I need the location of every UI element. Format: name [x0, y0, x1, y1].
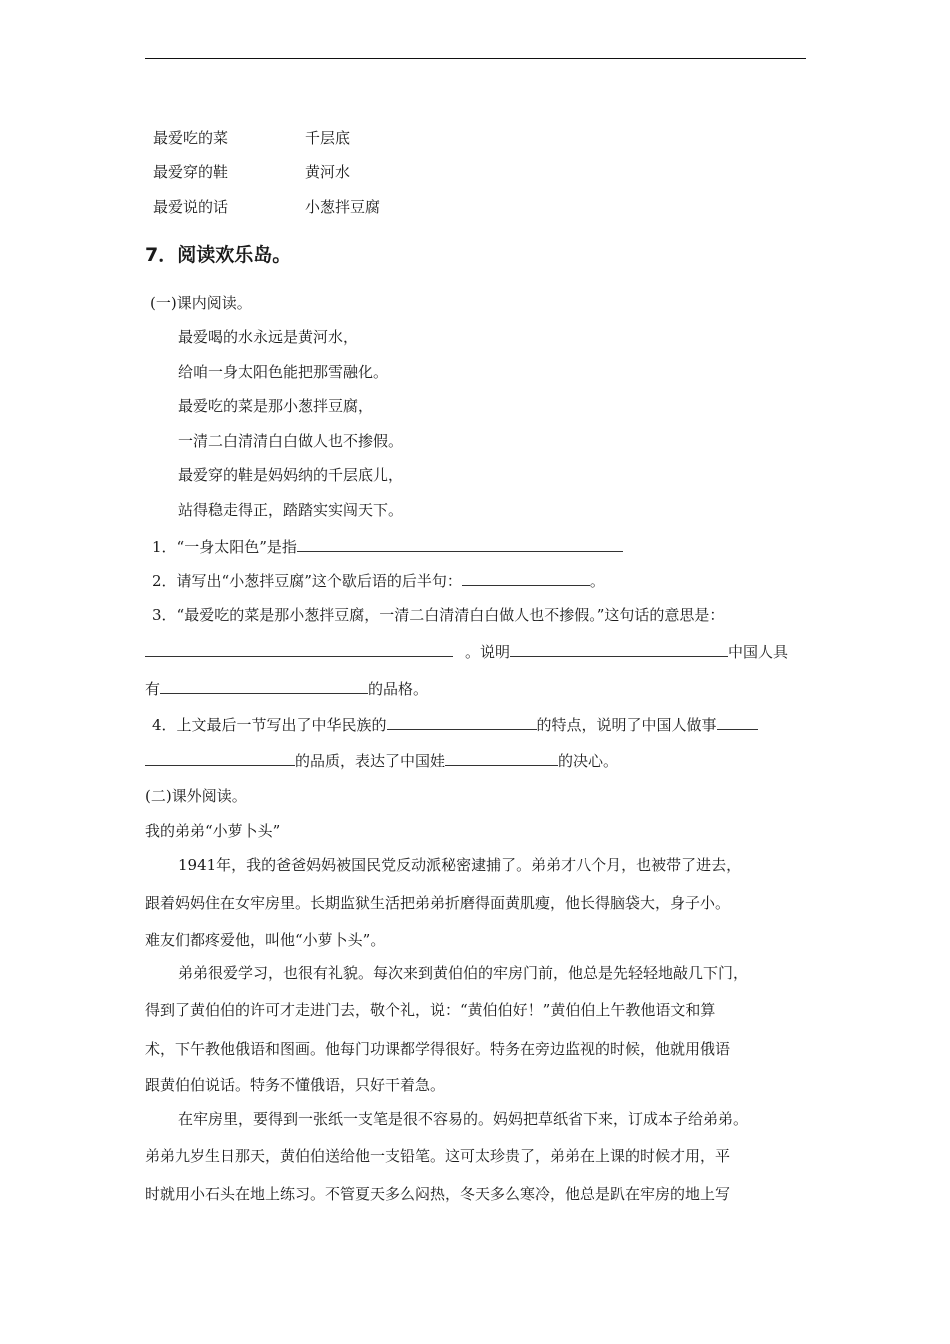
match-right-3: 小葱拌豆腐	[305, 198, 381, 216]
story-line-9: 弟弟九岁生日那天，黄伯伯送给他一支铅笔。这可太珍贵了，弟弟在上课的时候才用，平	[145, 1147, 731, 1165]
sub-question-3-line-3	[145, 678, 428, 699]
story-line-1: 1941年，我的爸爸妈妈被国民党反动派秘密逮捕了。弟弟才八个月，也被带了进去，	[178, 856, 742, 874]
poem-line-2: 给咱一身太阳色能把那雪融化。	[178, 363, 389, 381]
match-left-2: 最爱穿的鞋	[153, 163, 229, 181]
sub-question-3-quality: 的品格。	[368, 680, 429, 698]
sub-question-4-text-b: 的特点，说明了中国人做事	[536, 716, 717, 734]
sub-question-4-text-d: 的决心。	[558, 752, 619, 770]
sub-question-4-text-a: 4．上文最后一节写出了中华民族的	[152, 716, 387, 734]
poem-line-4: 一清二白清清白白做人也不掺假。	[178, 432, 404, 450]
sub-question-3-explain: 。说明	[465, 643, 511, 661]
answer-blank[interactable]	[145, 641, 453, 657]
sub-question-3-line-2	[145, 641, 788, 662]
answer-blank[interactable]	[297, 536, 623, 552]
answer-blank[interactable]	[145, 750, 295, 766]
header-rule	[145, 58, 806, 59]
story-title: 我的弟弟“小萝卜头”	[145, 822, 281, 840]
poem-line-6: 站得稳走得正，踏踏实实闯天下。	[178, 501, 404, 519]
match-left-1: 最爱吃的菜	[153, 129, 229, 147]
sub-question-2	[152, 570, 605, 591]
story-line-3: 难友们都疼爱他，叫他“小萝卜头”。	[145, 931, 386, 949]
sub-question-4-text-c: 的品质，表达了中国娃	[295, 752, 446, 770]
match-right-1: 千层底	[305, 129, 351, 147]
story-line-5: 得到了黄伯伯的许可才走进门去，敬个礼，说：“黄伯伯好！”黄伯伯上午教他语文和算	[145, 1001, 716, 1019]
sub-question-1-text: 1．“一身太阳色”是指	[152, 538, 297, 556]
story-line-4: 弟弟很爱学习，也很有礼貌。每次来到黄伯伯的牢房门前，他总是先轻轻地敲几下门，	[178, 964, 749, 982]
story-line-8: 在牢房里，要得到一张纸一支笔是很不容易的。妈妈把草纸省下来，订成本子给弟弟。	[178, 1110, 749, 1128]
answer-blank[interactable]	[717, 714, 758, 730]
answer-blank[interactable]	[510, 641, 728, 657]
answer-blank[interactable]	[445, 750, 558, 766]
sub-question-1	[152, 536, 623, 557]
sub-question-4	[152, 714, 758, 735]
poem-line-3: 最爱吃的菜是那小葱拌豆腐，	[178, 397, 374, 415]
part1-label: (一)课内阅读。	[150, 294, 252, 312]
match-left-3: 最爱说的话	[153, 198, 229, 216]
sub-question-3: 3．“最爱吃的菜是那小葱拌豆腐，一清二白清清白白做人也不掺假。”这句话的意思是：	[152, 606, 725, 624]
poem-line-1: 最爱喝的水永远是黄河水，	[178, 328, 359, 346]
sub-question-2-text: 2．请写出“小葱拌豆腐”这个歇后语的后半句：	[152, 572, 462, 590]
match-right-2: 黄河水	[305, 163, 351, 181]
part2-label: (二)课外阅读。	[145, 787, 247, 805]
answer-blank[interactable]	[387, 714, 537, 730]
story-line-2: 跟着妈妈住在女牢房里。长期监狱生活把弟弟折磨得面黄肌瘦，他长得脑袋大，身子小。	[145, 894, 731, 912]
poem-line-5: 最爱穿的鞋是妈妈纳的千层底儿，	[178, 466, 404, 484]
sub-question-3-have: 有	[145, 680, 161, 698]
sub-question-2-end: 。	[589, 572, 605, 590]
story-line-10: 时就用小石头在地上练习。不管夏天多么闷热，冬天多么寒冷，他总是趴在牢房的地上写	[145, 1185, 731, 1203]
story-line-7: 跟黄伯伯说话。特务不懂俄语，只好干着急。	[145, 1076, 446, 1094]
sub-question-4-line-2	[145, 750, 618, 771]
answer-blank[interactable]	[462, 570, 590, 586]
story-line-6: 术，下午教他俄语和图画。他每门功课都学得很好。特务在旁边监视的时候，他就用俄语	[145, 1040, 731, 1058]
answer-blank[interactable]	[160, 678, 368, 694]
sub-question-3-people: 中国人具	[728, 643, 789, 661]
question-7-title: 7．阅读欢乐岛。	[145, 244, 292, 266]
